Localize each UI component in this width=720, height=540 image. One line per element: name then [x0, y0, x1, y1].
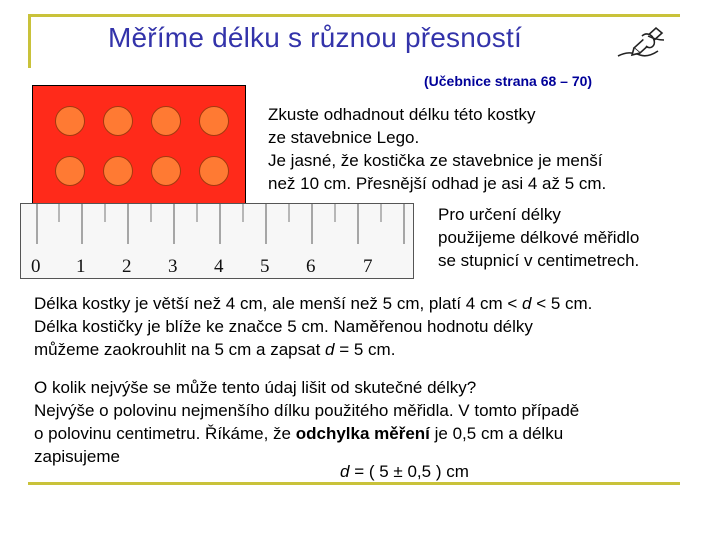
- intro-paragraph: [268, 103, 698, 195]
- deviation-paragraph: [34, 376, 714, 468]
- variable-d: d: [522, 294, 532, 313]
- text-line: [34, 422, 714, 445]
- text-line: zapisujeme: [34, 447, 120, 466]
- text-line: O kolik nejvýše se může tento údaj lišit od skutečné délky?: [34, 378, 477, 397]
- text-span: < 5 cm.: [531, 294, 593, 313]
- lego-stud: [151, 156, 181, 186]
- ruler-label-4: 4: [214, 256, 224, 277]
- term-measurement-deviation: odchylka měření: [295, 424, 430, 443]
- text-span: Délka kostky je větší než 4 cm, ale menší než 5 cm, platí 4 cm <: [34, 294, 522, 313]
- variable-d: d: [325, 340, 335, 359]
- text-line: [34, 292, 714, 315]
- ruler-label-7: 7: [363, 256, 373, 277]
- text-span: = 5 cm.: [334, 340, 396, 359]
- text-line: použijeme délkové měřidlo: [438, 228, 640, 247]
- lego-stud: [103, 106, 133, 136]
- centimeter-ruler: [20, 203, 414, 279]
- formula-rest: = ( 5 ± 0,5 ) cm: [349, 462, 469, 481]
- textbook-reference: (Učebnice strana 68 – 70): [424, 73, 593, 89]
- text-line: Zkuste odhadnout délku této kostky: [268, 105, 536, 124]
- text-span: můžeme zaokrouhlit na 5 cm a zapsat: [34, 340, 326, 359]
- lego-stud: [151, 106, 181, 136]
- bottom-divider: [28, 482, 680, 485]
- ruler-label-5: 5: [260, 256, 270, 277]
- lego-stud: [199, 156, 229, 186]
- ruler-label-1: 1: [76, 256, 86, 277]
- text-span: je 0,5 cm a délku: [429, 424, 564, 443]
- ruler-label-2: 2: [122, 256, 132, 277]
- variable-d: d: [340, 462, 350, 481]
- text-line: se stupnicí v centimetrech.: [438, 251, 640, 270]
- ruler-label-0: 0: [31, 256, 41, 277]
- result-paragraph: [34, 292, 714, 361]
- lego-stud: [55, 106, 85, 136]
- text-line: Je jasné, že kostička ze stavebnice je menší: [268, 151, 603, 170]
- lego-stud: [199, 106, 229, 136]
- text-line: Nejvýše o polovinu nejmenšího dílku použitého měřidla. V tomto případě: [34, 401, 580, 420]
- lego-brick-image: [32, 85, 246, 215]
- ruler-label-3: 3: [168, 256, 178, 277]
- lego-stud: [103, 156, 133, 186]
- writing-hand-icon: [612, 22, 672, 62]
- text-line: než 10 cm. Přesnější odhad je asi 4 až 5 cm.: [268, 174, 607, 193]
- ruler-label-6: 6: [306, 256, 316, 277]
- result-formula: [340, 462, 469, 482]
- text-span: o polovinu centimetru. Říkáme, že: [34, 424, 296, 443]
- text-line: Délka kostičky je blíže ke značce 5 cm. Naměřenou hodnotu délky: [34, 317, 533, 336]
- page-title: Měříme délku s různou přesností: [108, 22, 522, 53]
- text-line: [34, 338, 714, 361]
- ruler-note-paragraph: [438, 203, 708, 272]
- lego-stud: [55, 156, 85, 186]
- text-line: ze stavebnice Lego.: [268, 128, 420, 147]
- text-line: Pro určení délky: [438, 205, 561, 224]
